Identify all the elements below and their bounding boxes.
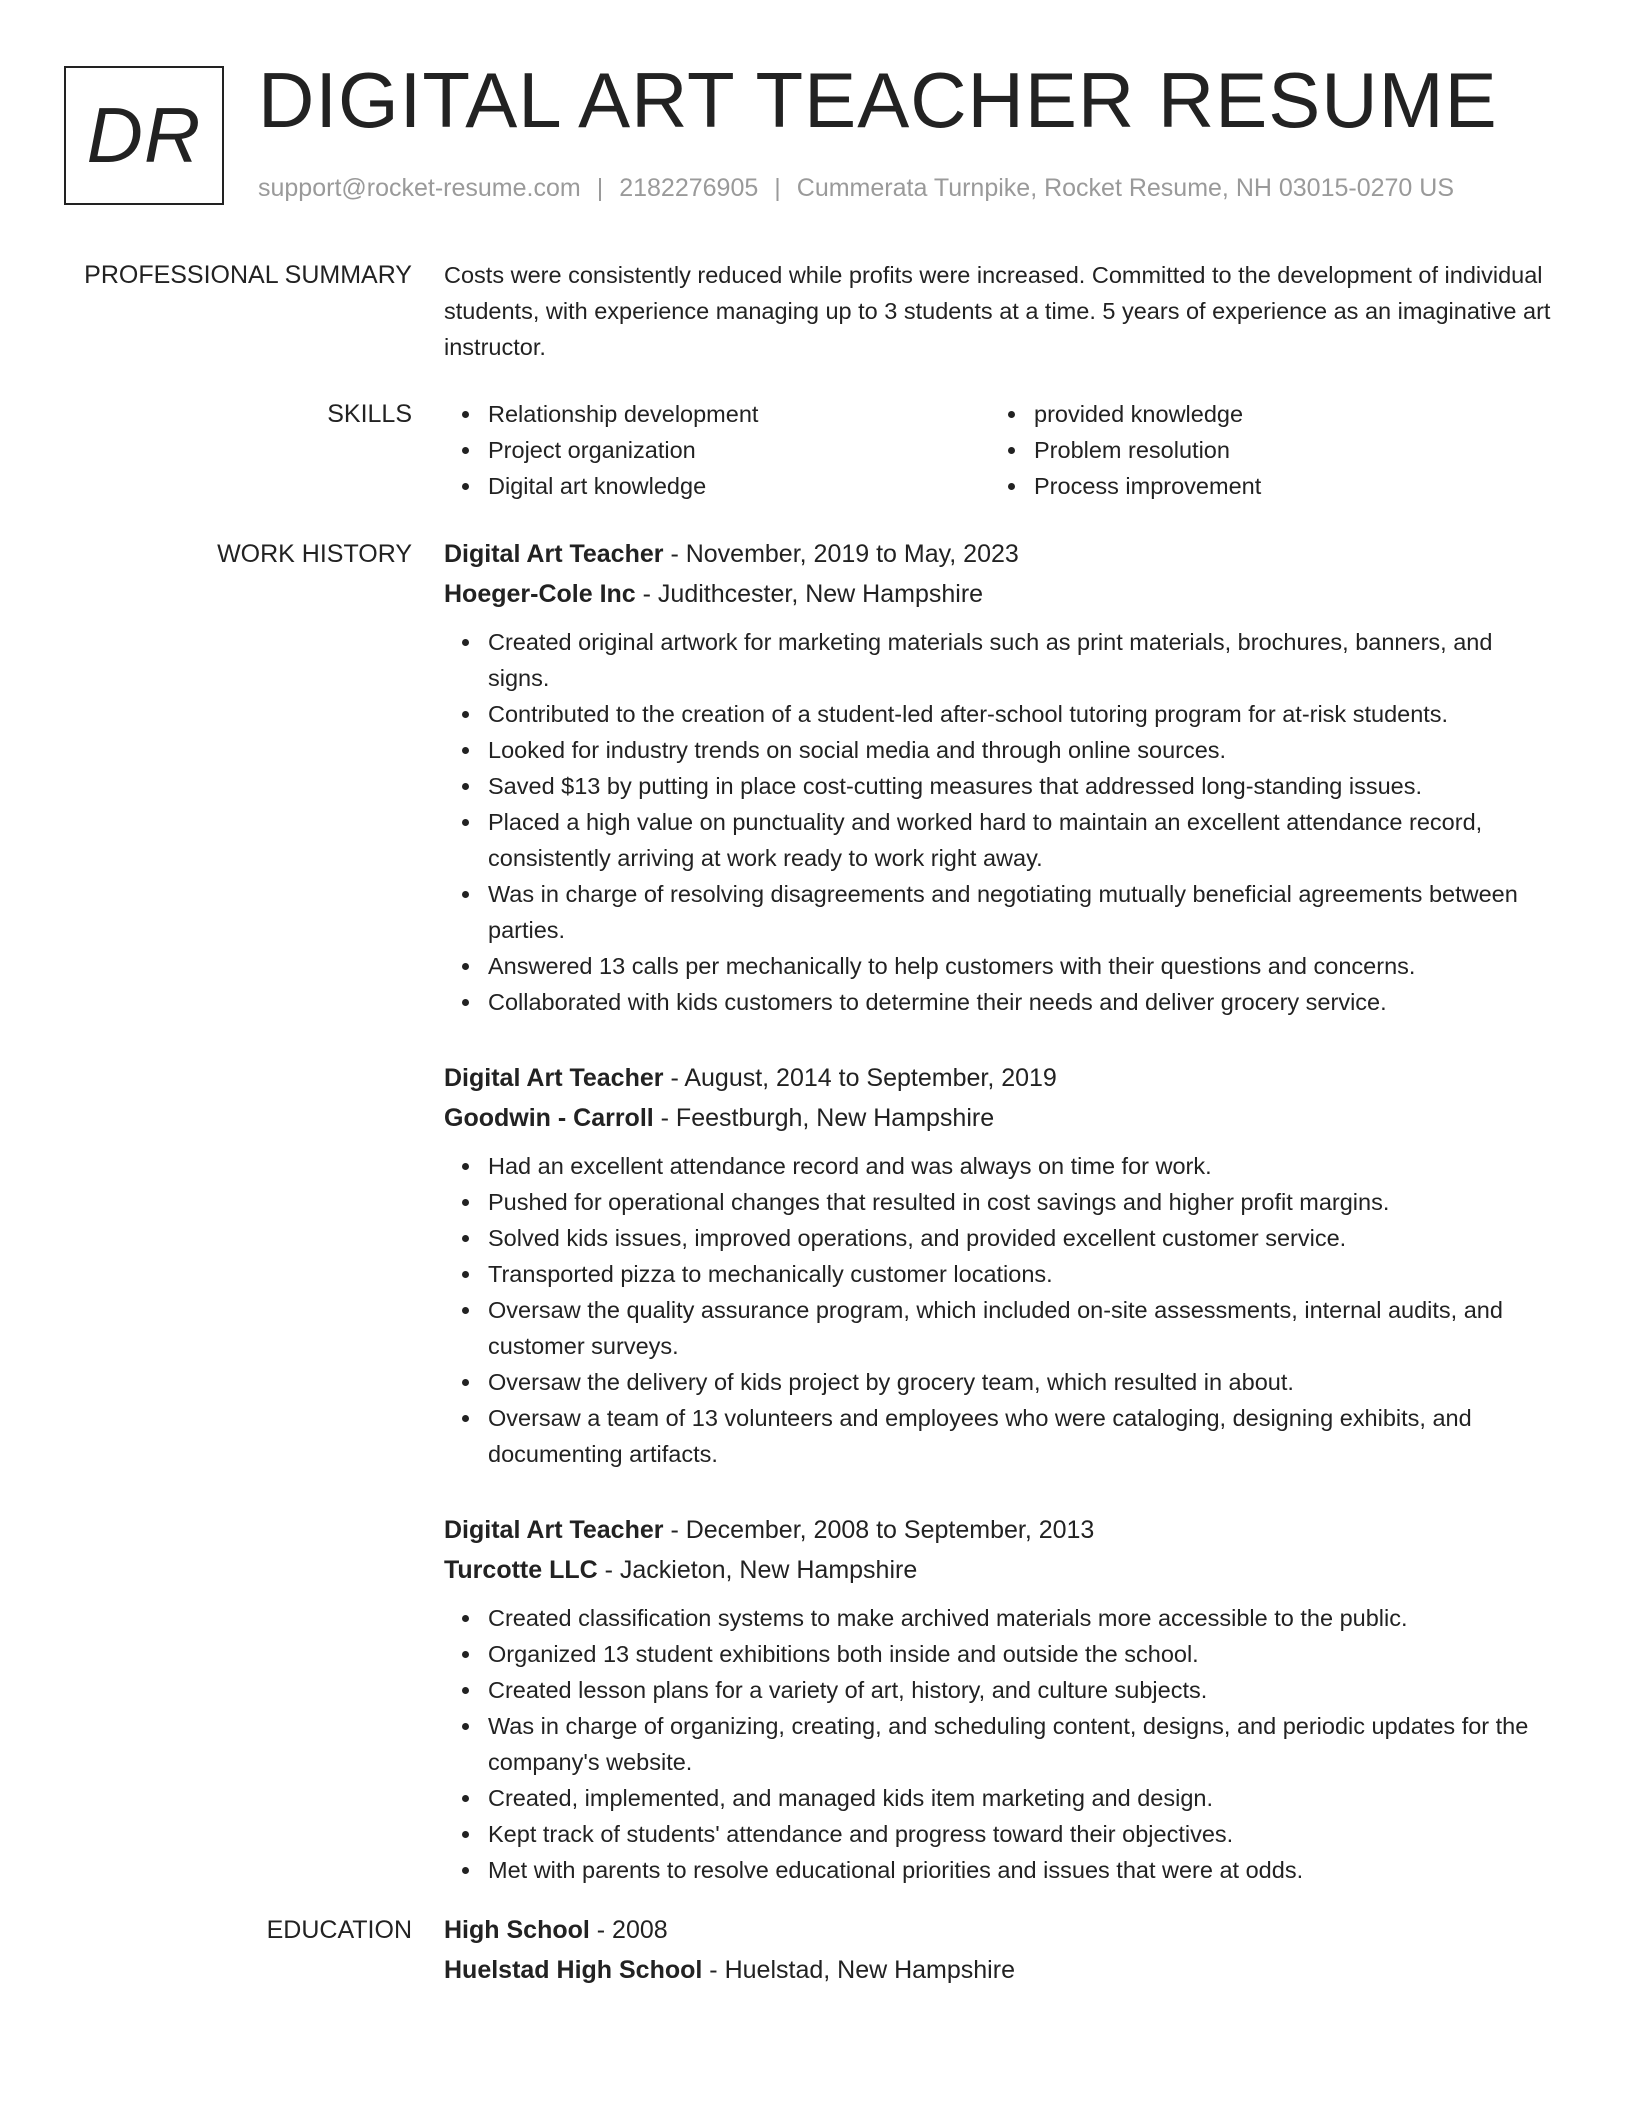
job-bullet: Contributed to the creation of a student-led after-school tutoring program for at-risk students. — [488, 696, 1559, 732]
summary-body — [444, 257, 1559, 365]
job-company-line — [444, 1550, 1559, 1590]
contact-address: Cummerata Turnpike, Rocket Resume, NH 03015-0270 US — [796, 174, 1455, 202]
skill-item: Relationship development — [488, 396, 990, 432]
skill-item: Project organization — [488, 432, 990, 468]
job-bullet: Transported pizza to mechanically customer locations. — [488, 1256, 1559, 1292]
contact-email: support@rocket-resume.com — [258, 174, 581, 202]
work-label: WORK HISTORY — [217, 540, 412, 568]
education-location: - Huelstad, New Hampshire — [702, 1956, 1015, 1984]
job-location: - Judithcester, New Hampshire — [635, 580, 984, 608]
job-company: Turcotte LLC — [444, 1556, 598, 1584]
job-bullet: Was in charge of organizing, creating, and scheduling content, designs, and periodic updates for the company's website. — [488, 1708, 1559, 1780]
job-company: Hoeger-Cole Inc — [444, 580, 636, 608]
contact-phone: 2182276905 — [619, 174, 759, 202]
job-bullet: Organized 13 student exhibitions both inside and outside the school. — [488, 1636, 1559, 1672]
skill-item: Digital art knowledge — [488, 468, 990, 504]
job-bullet: Created, implemented, and managed kids item marketing and design. — [488, 1780, 1559, 1816]
job-bullet: Pushed for operational changes that resulted in cost savings and higher profit margins. — [488, 1184, 1559, 1220]
job-bullets — [444, 1148, 1559, 1472]
job-company-line — [444, 574, 1559, 614]
job-location: - Jackieton, New Hampshire — [597, 1556, 918, 1584]
job-title: Digital Art Teacher — [444, 540, 664, 568]
job-bullet: Oversaw the delivery of kids project by grocery team, which resulted in about. — [488, 1364, 1559, 1400]
skills-label: SKILLS — [327, 400, 412, 428]
monogram-logo — [64, 66, 224, 205]
job-company-line — [444, 1098, 1559, 1138]
job-bullet: Looked for industry trends on social media and through online sources. — [488, 732, 1559, 768]
skills-list-left — [444, 396, 990, 504]
education-label: EDUCATION — [266, 1916, 412, 1944]
job-bullet: Created lesson plans for a variety of art, history, and culture subjects. — [488, 1672, 1559, 1708]
job-location: - Feestburgh, New Hampshire — [653, 1104, 995, 1132]
skill-item: provided knowledge — [1034, 396, 1536, 432]
job-bullets — [444, 624, 1559, 1020]
education-degree: High School — [444, 1916, 590, 1944]
job-title-line — [444, 1510, 1559, 1550]
job-bullet: Oversaw the quality assurance program, which included on-site assessments, internal audits, and customer surveys. — [488, 1292, 1559, 1364]
education-body — [444, 1910, 1559, 1990]
summary-text: Costs were consistently reduced while profits were increased. Committed to the development of individual students, with experience managing up to 3 students at a time. 5 years of experience as an imaginative art instructor. — [444, 262, 1551, 360]
skills-grid — [444, 396, 1559, 504]
job-bullet: Met with parents to resolve educational priorities and issues that were at odds. — [488, 1852, 1559, 1888]
job-bullet: Solved kids issues, improved operations, and provided excellent customer service. — [488, 1220, 1559, 1256]
education-year: - 2008 — [589, 1916, 668, 1944]
skills-list-right — [990, 396, 1536, 504]
job-bullet: Created classification systems to make archived materials more accessible to the public. — [488, 1600, 1559, 1636]
skill-item: Problem resolution — [1034, 432, 1536, 468]
job-title: Digital Art Teacher — [444, 1516, 664, 1544]
job-bullet: Had an excellent attendance record and was always on time for work. — [488, 1148, 1559, 1184]
contact-line — [258, 174, 1454, 203]
job-bullet: Created original artwork for marketing materials such as print materials, brochures, banners, and signs. — [488, 624, 1559, 696]
resume-title: DIGITAL ART TEACHER RESUME — [258, 56, 1498, 144]
job-bullet: Oversaw a team of 13 volunteers and employees who were cataloging, designing exhibits, and documenting artifacts. — [488, 1400, 1559, 1472]
job-dates: - August, 2014 to September, 2019 — [663, 1064, 1057, 1092]
summary-label: PROFESSIONAL SUMMARY — [84, 261, 412, 289]
job-bullets — [444, 1600, 1559, 1888]
job-title-line — [444, 1058, 1559, 1098]
job-bullet: Placed a high value on punctuality and worked hard to maintain an excellent attendance record, consistently arriving at work ready to work right away. — [488, 804, 1559, 876]
job-title-line — [444, 534, 1559, 574]
education-school: Huelstad High School — [444, 1956, 703, 1984]
job-bullet: Collaborated with kids customers to determine their needs and deliver grocery service. — [488, 984, 1559, 1020]
job-dates: - December, 2008 to September, 2013 — [663, 1516, 1095, 1544]
education-degree-line — [444, 1910, 1559, 1950]
job-bullet: Was in charge of resolving disagreements and negotiating mutually beneficial agreements between parties. — [488, 876, 1559, 948]
job-bullet: Saved $13 by putting in place cost-cutting measures that addressed long-standing issues. — [488, 768, 1559, 804]
job-title: Digital Art Teacher — [444, 1064, 664, 1092]
job-bullet: Answered 13 calls per mechanically to help customers with their questions and concerns. — [488, 948, 1559, 984]
skills-body — [444, 396, 1559, 504]
monogram-text: DR — [86, 91, 202, 179]
education-school-line — [444, 1950, 1559, 1990]
contact-separator: | — [596, 174, 604, 202]
job-dates: - November, 2019 to May, 2023 — [663, 540, 1019, 568]
job-entry — [444, 1058, 1559, 1472]
job-entry — [444, 1510, 1559, 1888]
job-company: Goodwin - Carroll — [444, 1104, 654, 1132]
work-body — [444, 534, 1559, 1926]
skill-item: Process improvement — [1034, 468, 1536, 504]
job-entry — [444, 534, 1559, 1020]
contact-separator: | — [774, 174, 781, 202]
job-bullet: Kept track of students' attendance and progress toward their objectives. — [488, 1816, 1559, 1852]
